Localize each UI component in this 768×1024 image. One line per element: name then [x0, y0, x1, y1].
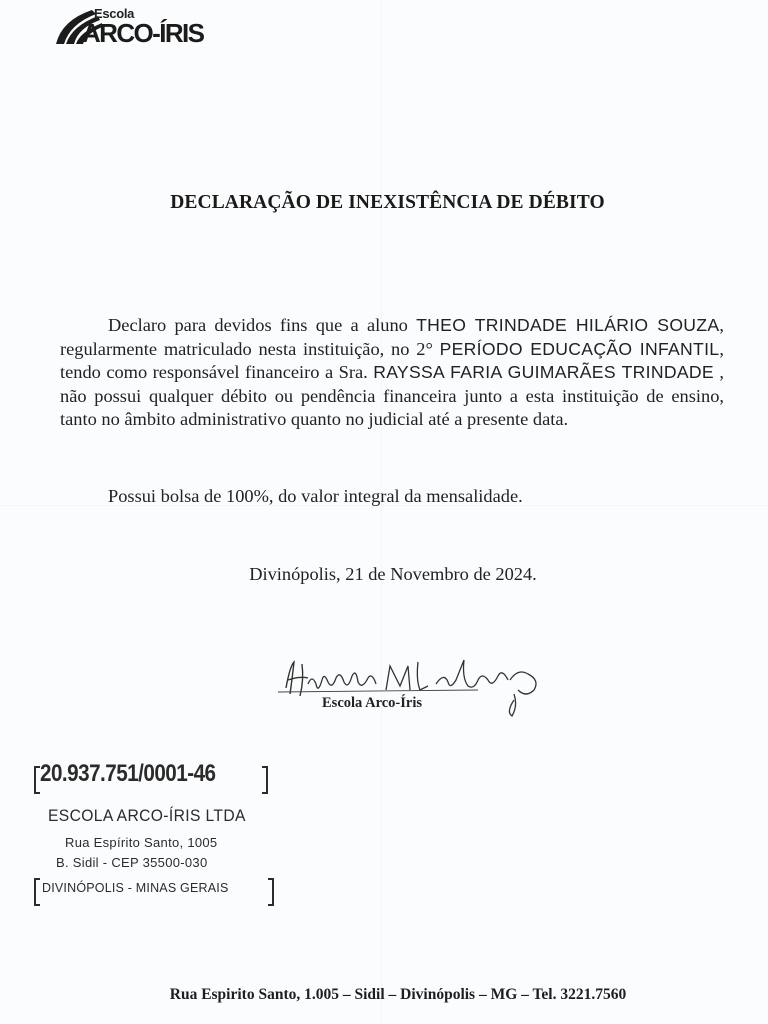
declaration-paragraph: [60, 314, 724, 432]
stamp-bracket-left-bottom: [34, 878, 40, 906]
body-text-4: , não possui qualquer débito ou pendência financeira junto a esta instituição de ensino, tanto no âmbito administrativo quanto no judicial até a presente data.: [60, 362, 725, 430]
stamp-company: ESCOLA ARCO-ÍRIS LTDA: [48, 806, 246, 825]
signature-label: Escola Arco-Íris: [322, 695, 423, 711]
logo-small-text: Escola: [94, 6, 135, 21]
logo-big-text: ARCO-ÍRIS: [82, 18, 204, 48]
student-name: THEO TRINDADE HILÁRIO SOUZA: [416, 315, 720, 335]
stamp-city: DIVINÓPOLIS - MINAS GERAIS: [42, 881, 229, 895]
stamp-cnpj: 20.937.751/0001-46: [40, 760, 216, 787]
school-logo: [52, 6, 232, 48]
body-text-2: , regularmente matriculado nesta instituição, no 2°: [60, 315, 725, 359]
body-text-1: Declaro para devidos fins que a aluno: [108, 315, 417, 335]
company-stamp: [30, 760, 280, 910]
document-title: DECLARAÇÃO DE INEXISTÊNCIA DE DÉBITO: [170, 192, 605, 213]
document-date: Divinópolis, 21 de Novembro de 2024.: [249, 564, 537, 584]
guardian-name: RAYSSA FARIA GUIMARÃES TRINDADE: [373, 362, 714, 383]
body-text-3: , tendo como responsável financeiro a Sra.: [60, 338, 724, 383]
stamp-bracket-right: [262, 766, 268, 794]
footer-address: Rua Espirito Santo, 1.005 – Sidil – Divinópolis – MG – Tel. 3221.7560: [169, 986, 627, 1003]
scholarship-line: Possui bolsa de 100%, do valor integral da mensalidade.: [108, 486, 523, 506]
scan-fold-vertical: [381, 0, 382, 1024]
stamp-bracket-right-bottom: [268, 878, 274, 906]
declaration-body: [60, 314, 724, 432]
school-period: PERÍODO EDUCAÇÃO INFANTIL: [439, 338, 720, 359]
stamp-address-line2: B. Sidil - CEP 35500-030: [56, 855, 208, 870]
stamp-address-line1: Rua Espírito Santo, 1005: [65, 835, 218, 850]
